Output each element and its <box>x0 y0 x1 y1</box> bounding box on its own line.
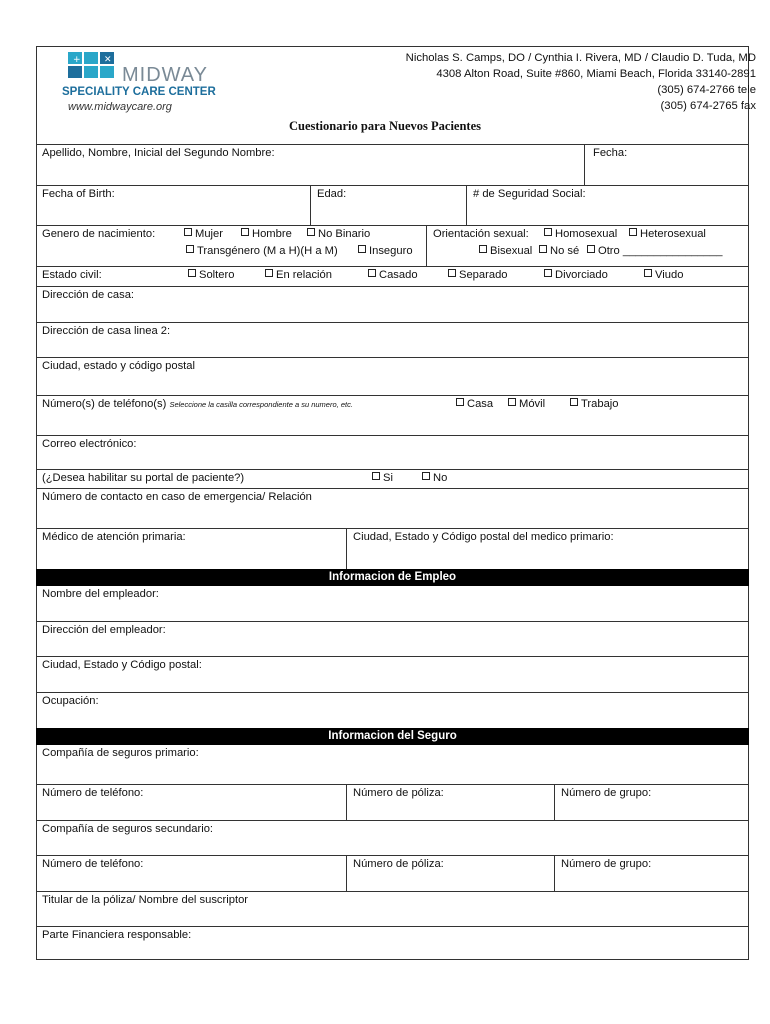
phone-mobile-label: Móvil <box>519 398 546 410</box>
pcp-field[interactable] <box>36 529 346 569</box>
secondary-policy-field[interactable] <box>346 856 554 891</box>
gender-transgender-label: Transgénero (M a H)(H a M) <box>197 245 338 257</box>
orient-unknown-label: No sé <box>550 245 580 257</box>
employer-row <box>36 586 749 621</box>
secondary-insurance-row <box>36 820 749 855</box>
svg-text:+: + <box>73 55 81 65</box>
email-row <box>36 435 749 469</box>
portal-yes[interactable] <box>372 472 393 484</box>
checkbox[interactable] <box>629 228 637 236</box>
date-label: Fecha: <box>593 147 628 159</box>
fax-line: (305) 674-2765 fax <box>660 100 756 112</box>
pcp-row <box>36 528 749 569</box>
financial-party-row <box>36 926 749 960</box>
policy-holder-row <box>36 891 749 926</box>
orient-other-label: Otro ________________ <box>598 245 723 257</box>
phones-field <box>36 396 749 435</box>
city-field[interactable] <box>36 358 749 395</box>
civil-married[interactable] <box>368 269 418 281</box>
date-field[interactable] <box>584 145 749 185</box>
secondary-details-row <box>36 855 749 891</box>
occupation-label: Ocupación: <box>42 695 99 707</box>
pcp-city-label: Ciudad, Estado y Código postal del medico primario: <box>353 531 614 543</box>
dob-field[interactable] <box>36 186 310 225</box>
orient-bisexual[interactable] <box>479 245 532 257</box>
primary-group-field[interactable] <box>554 785 749 820</box>
primary-insurance-label: Compañía de seguros primario: <box>42 747 199 759</box>
checkbox[interactable] <box>544 228 552 236</box>
gender-nonbinary-label: No Binario <box>318 228 371 240</box>
name-field[interactable] <box>36 145 584 185</box>
ssn-label: # de Seguridad Social: <box>473 188 586 200</box>
gender-male-label: Hombre <box>252 228 292 240</box>
employer-label: Nombre del empleador: <box>42 588 159 600</box>
checkbox[interactable] <box>644 269 652 277</box>
logo-url: www.midwaycare.org <box>68 101 172 113</box>
secondary-phone-field[interactable] <box>36 856 346 891</box>
gender-transgender[interactable] <box>186 245 338 257</box>
civil-relationship[interactable] <box>265 269 332 281</box>
ssn-field[interactable] <box>466 186 749 225</box>
employer-field[interactable] <box>36 586 749 621</box>
gender-female[interactable] <box>184 228 223 240</box>
policy-holder-label: Titular de la póliza/ Nombre del suscriptor <box>42 894 249 906</box>
portal-label: (¿Desea habilitar su portal de paciente?) <box>42 472 245 484</box>
checkbox[interactable] <box>186 245 194 253</box>
emergency-field[interactable] <box>36 489 749 528</box>
gender-nonbinary[interactable] <box>307 228 370 240</box>
civil-married-label: Casado <box>379 269 418 281</box>
portal-no-label: No <box>433 472 448 484</box>
secondary-group-field[interactable] <box>554 856 749 891</box>
checkbox[interactable] <box>422 472 430 480</box>
dob-row <box>36 185 749 225</box>
city-row <box>36 357 749 395</box>
civil-widowed[interactable] <box>644 269 683 281</box>
gender-row <box>36 225 749 266</box>
orient-unknown[interactable] <box>539 245 579 257</box>
dob-label: Fecha of Birth: <box>42 188 115 200</box>
practice-info <box>406 50 756 114</box>
gender-label: Genero de nacimiento: <box>42 228 156 240</box>
gender-unsure[interactable] <box>358 245 413 257</box>
gender-female-label: Mujer <box>195 228 223 240</box>
checkbox[interactable] <box>188 269 196 277</box>
secondary-policy-label: Número de póliza: <box>353 858 444 870</box>
email-label: Correo electrónico: <box>42 438 137 450</box>
occupation-row <box>36 692 749 728</box>
secondary-phone-label: Número de teléfono: <box>42 858 144 870</box>
primary-phone-field[interactable] <box>36 785 346 820</box>
city-label: Ciudad, estado y código postal <box>42 360 195 372</box>
logo-subtitle: SPECIALITY CARE CENTER <box>62 86 216 98</box>
orientation-label: Orientación sexual: <box>433 228 529 240</box>
financial-party-label: Parte Financiera responsable: <box>42 929 192 941</box>
primary-group-label: Número de grupo: <box>561 787 652 799</box>
svg-text:✕: ✕ <box>104 55 112 65</box>
orient-homosexual-label: Homosexual <box>555 228 618 240</box>
address-line: 4308 Alton Road, Suite #860, Miami Beach, Florida 33140-2891 <box>436 68 756 80</box>
civil-single[interactable] <box>188 269 234 281</box>
employer-address-row <box>36 621 749 656</box>
phone-home-label: Casa <box>467 398 494 410</box>
employer-city-label: Ciudad, Estado y Código postal: <box>42 659 202 671</box>
checkbox[interactable] <box>358 245 366 253</box>
financial-party-field[interactable] <box>36 927 749 960</box>
age-field[interactable] <box>310 186 466 225</box>
occupation-field[interactable] <box>36 693 749 728</box>
age-label: Edad: <box>317 188 347 200</box>
checkbox[interactable] <box>479 245 487 253</box>
checkbox[interactable] <box>570 398 578 406</box>
phone-line: (305) 674-2766 tele <box>657 84 756 96</box>
secondary-insurance-field[interactable] <box>36 821 749 855</box>
portal-yes-label: Si <box>383 472 393 484</box>
address2-field[interactable] <box>36 323 749 357</box>
employer-address-field[interactable] <box>36 622 749 656</box>
civil-single-label: Soltero <box>199 269 235 281</box>
emergency-label: Número de contacto en caso de emergencia/ Relación <box>42 491 312 503</box>
address2-row <box>36 322 749 357</box>
primary-policy-label: Número de póliza: <box>353 787 444 799</box>
pcp-city-field[interactable] <box>346 529 749 569</box>
insurance-section-header: Informacion del Seguro <box>36 728 749 745</box>
checkbox[interactable] <box>265 269 273 277</box>
emergency-row <box>36 488 749 528</box>
employment-section-header: Informacion de Empleo <box>36 569 749 586</box>
gender-field <box>36 226 426 266</box>
secondary-group-label: Número de grupo: <box>561 858 652 870</box>
checkbox[interactable] <box>368 269 376 277</box>
civil-label: Estado civil: <box>42 269 102 281</box>
orient-heterosexual[interactable] <box>629 228 706 240</box>
phone-work[interactable] <box>570 398 619 410</box>
page-title: Cuestionario para Nuevos Pacientes <box>289 119 481 133</box>
employer-city-row <box>36 656 749 692</box>
orient-heterosexual-label: Heterosexual <box>640 228 706 240</box>
primary-insurance-row <box>36 745 749 784</box>
orient-bisexual-label: Bisexual <box>490 245 533 257</box>
primary-insurance-field[interactable] <box>36 745 749 784</box>
checkbox[interactable] <box>508 398 516 406</box>
portal-field <box>36 470 749 488</box>
checkbox[interactable] <box>456 398 464 406</box>
orientation-field <box>426 226 749 266</box>
civil-divorced[interactable] <box>544 269 608 281</box>
email-field[interactable] <box>36 436 749 469</box>
logo-name: MIDWAY <box>122 64 208 86</box>
gender-unsure-label: Inseguro <box>369 245 413 257</box>
primary-policy-field[interactable] <box>346 785 554 820</box>
orient-homosexual[interactable] <box>544 228 617 240</box>
checkbox[interactable] <box>307 228 315 236</box>
checkbox[interactable] <box>539 245 547 253</box>
secondary-insurance-label: Compañía de seguros secundario: <box>42 823 214 835</box>
civil-relationship-label: En relación <box>276 269 332 281</box>
phones-hint: Seleccione la casilla correspondiente a su numero, etc. <box>169 400 353 409</box>
address1-row <box>36 286 749 322</box>
employer-city-field[interactable] <box>36 657 749 692</box>
checkbox[interactable] <box>372 472 380 480</box>
civil-separated[interactable] <box>448 269 508 281</box>
checkbox[interactable] <box>587 245 595 253</box>
phone-home[interactable] <box>456 398 493 410</box>
address2-label: Dirección de casa linea 2: <box>42 325 171 337</box>
checkbox[interactable] <box>241 228 249 236</box>
address1-field[interactable] <box>36 287 749 322</box>
civil-field <box>36 267 749 286</box>
checkbox[interactable] <box>544 269 552 277</box>
name-row <box>36 144 749 185</box>
civil-widowed-label: Viudo <box>655 269 684 281</box>
portal-row <box>36 469 749 488</box>
phones-row <box>36 395 749 435</box>
checkbox[interactable] <box>184 228 192 236</box>
civil-divorced-label: Divorciado <box>555 269 608 281</box>
primary-details-row <box>36 784 749 820</box>
phones-label: Número(s) de teléfono(s) <box>42 398 167 410</box>
gender-male[interactable] <box>241 228 292 240</box>
phone-mobile[interactable] <box>508 398 545 410</box>
doctors-line: Nicholas S. Camps, DO / Cynthia I. Rivera, MD / Claudio D. Tuda, MD <box>405 52 756 64</box>
midway-logo <box>60 50 260 116</box>
pcp-label: Médico de atención primaria: <box>42 531 186 543</box>
portal-no[interactable] <box>422 472 447 484</box>
name-label: Apellido, Nombre, Inicial del Segundo Nombre: <box>42 147 275 159</box>
address1-label: Dirección de casa: <box>42 289 135 301</box>
policy-holder-field[interactable] <box>36 892 749 926</box>
employer-address-label: Dirección del empleador: <box>42 624 166 636</box>
civil-row <box>36 266 749 286</box>
primary-phone-label: Número de teléfono: <box>42 787 144 799</box>
checkbox[interactable] <box>448 269 456 277</box>
phone-work-label: Trabajo <box>581 398 619 410</box>
orient-other[interactable] <box>587 245 722 257</box>
civil-separated-label: Separado <box>459 269 508 281</box>
